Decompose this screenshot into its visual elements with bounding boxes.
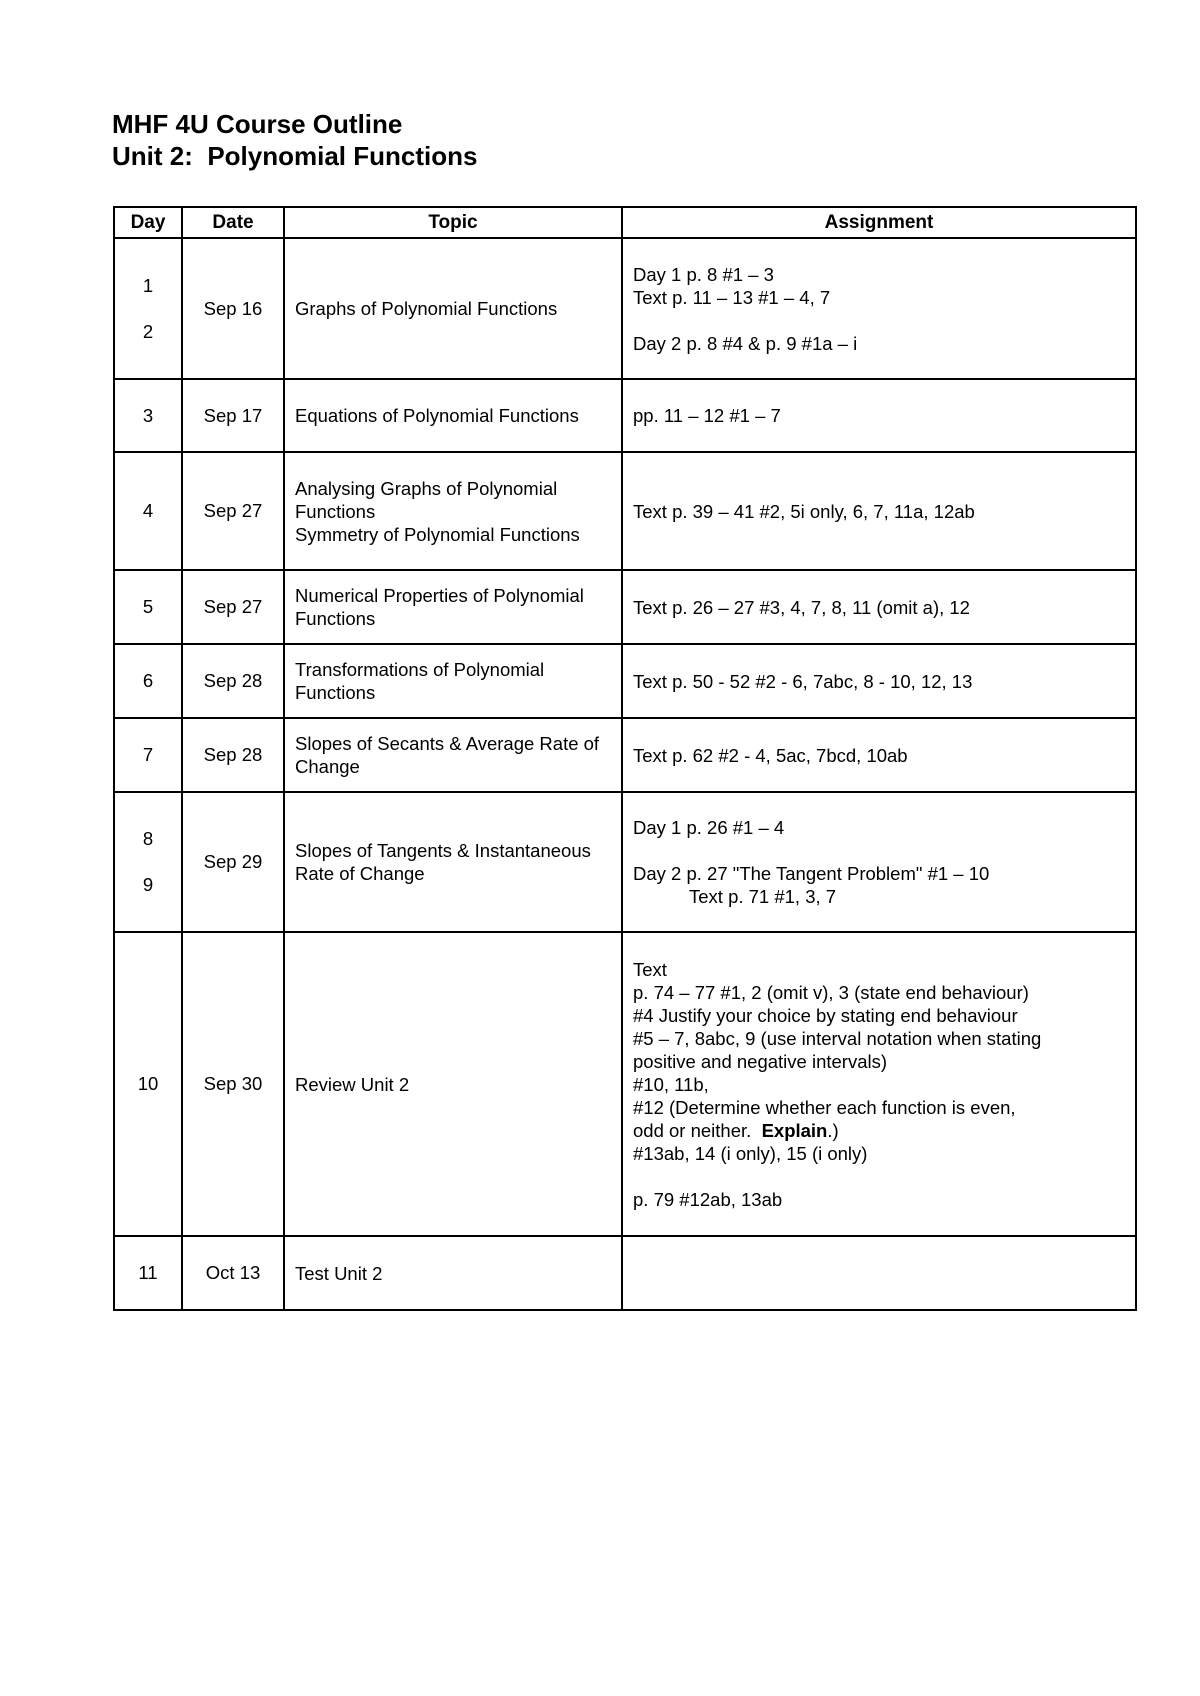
date-cell: Sep 27: [182, 570, 284, 644]
table-row: [114, 570, 1136, 644]
date-cell: Sep 28: [182, 644, 284, 718]
date-cell: Sep 28: [182, 718, 284, 792]
day-cell: 10: [114, 932, 182, 1236]
assignment-cell: Day 1 p. 26 #1 – 4 Day 2 p. 27 "The Tangent Problem" #1 – 10 Text p. 71 #1, 3, 7: [622, 792, 1136, 932]
topic-cell: Test Unit 2: [284, 1236, 622, 1310]
date-cell: Oct 13: [182, 1236, 284, 1310]
column-header-day: Day: [114, 207, 182, 238]
emphasis-explain: Explain: [761, 1119, 828, 1141]
day-cell: 1 2: [114, 238, 182, 379]
topic-cell: Slopes of Tangents & Instantaneous Rate of Change: [284, 792, 622, 932]
table-row: [114, 718, 1136, 792]
table-row: [114, 792, 1136, 932]
day-cell: 8 9: [114, 792, 182, 932]
day-cell: 4: [114, 452, 182, 570]
assignment-cell: Day 1 p. 8 #1 – 3 Text p. 11 – 13 #1 – 4, 7 Day 2 p. 8 #4 & p. 9 #1a – i: [622, 238, 1136, 379]
day-cell: 3: [114, 379, 182, 452]
document-title: MHF 4U Course Outline: [112, 109, 403, 139]
column-header-date: Date: [182, 207, 284, 238]
day-cell: 11: [114, 1236, 182, 1310]
assignment-cell: pp. 11 – 12 #1 – 7: [622, 379, 1136, 452]
column-header-topic: Topic: [284, 207, 622, 238]
topic-cell: Review Unit 2: [284, 932, 622, 1236]
table-row: [114, 1236, 1136, 1310]
date-cell: Sep 16: [182, 238, 284, 379]
assignment-cell: Text p. 62 #2 - 4, 5ac, 7bcd, 10ab: [622, 718, 1136, 792]
assignment-cell: Text p. 26 – 27 #3, 4, 7, 8, 11 (omit a), 12: [622, 570, 1136, 644]
table-row: [114, 644, 1136, 718]
table-row: [114, 452, 1136, 570]
day-cell: 7: [114, 718, 182, 792]
assignment-cell: [622, 1236, 1136, 1310]
column-header-assignment: Assignment: [622, 207, 1136, 238]
page-title: [112, 108, 477, 172]
table-row: [114, 379, 1136, 452]
table-row: [114, 238, 1136, 379]
topic-cell: Numerical Properties of Polynomial Functions: [284, 570, 622, 644]
topic-cell: Analysing Graphs of Polynomial Functions Symmetry of Polynomial Functions: [284, 452, 622, 570]
document-subtitle: Unit 2: Polynomial Functions: [112, 141, 478, 171]
topic-cell: Graphs of Polynomial Functions: [284, 238, 622, 379]
course-outline-table: [113, 206, 1137, 1311]
topic-cell: Equations of Polynomial Functions: [284, 379, 622, 452]
assignment-cell: Text p. 50 - 52 #2 - 6, 7abc, 8 - 10, 12, 13: [622, 644, 1136, 718]
date-cell: Sep 17: [182, 379, 284, 452]
date-cell: Sep 30: [182, 932, 284, 1236]
topic-cell: Transformations of Polynomial Functions: [284, 644, 622, 718]
day-cell: 6: [114, 644, 182, 718]
topic-cell: Slopes of Secants & Average Rate of Change: [284, 718, 622, 792]
day-cell: 5: [114, 570, 182, 644]
table-header-row: [114, 207, 1136, 238]
assignment-cell: Text p. 74 – 77 #1, 2 (omit v), 3 (state end behaviour) #4 Justify your choice by stating end behaviour #5 – 7, 8abc, 9 (use interval notation when stating positive and negative intervals) #10, 11b, #12 (Determine whether each function is even, odd or neither. Explain.) #13ab, 14 (i only), 15 (i only) p. 79 #12ab, 13ab: [622, 932, 1136, 1236]
date-cell: Sep 27: [182, 452, 284, 570]
date-cell: Sep 29: [182, 792, 284, 932]
table-row: [114, 932, 1136, 1236]
assignment-cell: Text p. 39 – 41 #2, 5i only, 6, 7, 11a, 12ab: [622, 452, 1136, 570]
